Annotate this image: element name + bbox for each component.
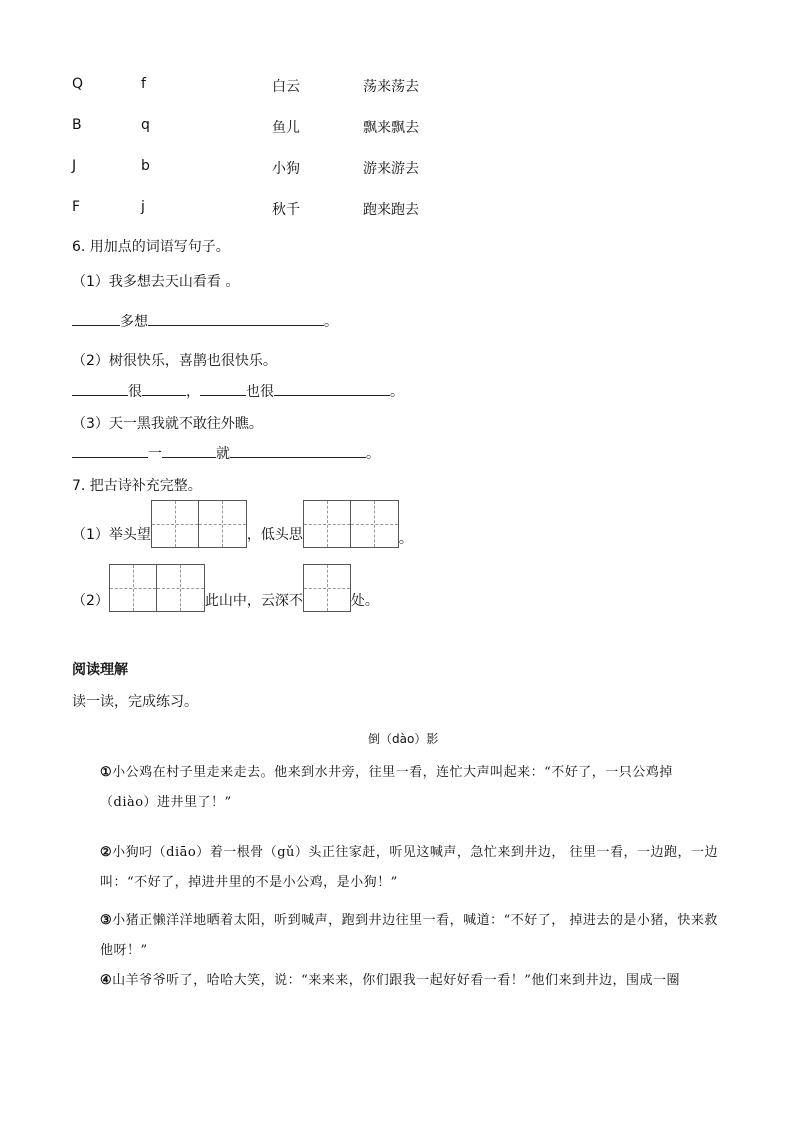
passage-paragraph-2 xyxy=(72,838,722,898)
answer-blank[interactable] xyxy=(72,443,148,458)
q6-answer-2-comma: ， xyxy=(186,384,200,400)
answer-blank[interactable] xyxy=(200,381,246,396)
poem-grid-3[interactable] xyxy=(109,564,205,612)
q6-answer-3-w1: 一 xyxy=(148,446,162,462)
answer-blank[interactable] xyxy=(230,443,366,458)
q7-line-2 xyxy=(72,564,379,612)
q6-title: 6. 用加点的词语写句子。 xyxy=(72,239,230,255)
paragraph-text: 小公鸡在村子里走来走去。他来到水井旁，往里一看，连忙大声叫起来：“不好了，一只公鸡掉（diào）进井里了！” xyxy=(100,765,673,810)
poem-grid-1[interactable] xyxy=(151,500,247,548)
paragraph-number: ② xyxy=(100,845,113,860)
q7-line-1-end: 。 xyxy=(398,531,413,547)
passage-paragraph-3 xyxy=(72,906,722,966)
verb-piaolaipiaoqu: 飘来飘去 xyxy=(363,120,419,136)
poem-grid-4[interactable] xyxy=(303,564,351,612)
answer-blank[interactable] xyxy=(72,381,128,396)
q6-answer-2 xyxy=(72,381,404,401)
letter-lower-f: f xyxy=(141,76,146,92)
q6-prompt-3: （3）天一黑我就不敢往外瞧。 xyxy=(72,416,263,432)
writing-cell[interactable] xyxy=(151,500,199,548)
verb-paolaipaoqu: 跑来跑去 xyxy=(363,202,419,218)
answer-blank[interactable] xyxy=(142,381,186,396)
letter-lower-b: b xyxy=(141,158,150,174)
q7-line-1-a: （1）举头望 xyxy=(72,527,151,543)
q6-answer-2-end: 。 xyxy=(390,384,404,400)
writing-cell[interactable] xyxy=(351,500,399,548)
letter-lower-q: q xyxy=(141,117,150,133)
q6-answer-2-w2: 也很 xyxy=(246,384,274,400)
answer-blank[interactable] xyxy=(148,311,324,326)
answer-blank[interactable] xyxy=(162,443,216,458)
letter-upper-q: Q xyxy=(72,76,84,92)
paragraph-text: 山羊爷爷听了，哈哈大笑，说：“来来来，你们跟我一起好好看一看！”他们来到井边，围成一圈 xyxy=(112,973,680,988)
q7-line-1 xyxy=(72,500,413,548)
answer-blank[interactable] xyxy=(72,311,120,326)
q7-title: 7. 把古诗补充完整。 xyxy=(72,478,202,494)
writing-cell[interactable] xyxy=(303,564,351,612)
q6-answer-2-w1: 很 xyxy=(128,384,142,400)
section-heading: 阅读理解 xyxy=(72,662,128,678)
noun-xiaogou: 小狗 xyxy=(272,161,300,177)
reading-instruction: 读一读，完成练习。 xyxy=(72,694,198,710)
letter-upper-b: B xyxy=(72,117,82,133)
noun-baiyun: 白云 xyxy=(272,79,300,95)
q7-line-1-b: ，低头思 xyxy=(246,527,303,543)
writing-cell[interactable] xyxy=(109,564,157,612)
answer-blank[interactable] xyxy=(274,381,390,396)
q6-answer-1-end: 。 xyxy=(324,314,338,330)
letter-upper-j: J xyxy=(72,158,77,174)
passage-paragraph-4 xyxy=(72,966,722,996)
passage-paragraph-1 xyxy=(72,758,722,818)
noun-qiuqian: 秋千 xyxy=(272,202,300,218)
verb-youlaiyouqu: 游来游去 xyxy=(363,161,419,177)
paragraph-number: ③ xyxy=(100,913,113,928)
poem-grid-2[interactable] xyxy=(303,500,399,548)
q6-answer-3 xyxy=(72,443,380,463)
paragraph-text: 小猪正懒洋洋地晒着太阳，听到喊声，跑到井边往里一看，喊道：“不好了， 掉进去的是小猪，快来救他呀！” xyxy=(100,913,718,958)
writing-cell[interactable] xyxy=(199,500,247,548)
q6-answer-3-end: 。 xyxy=(366,446,380,462)
letter-lower-j: j xyxy=(141,199,145,215)
q6-answer-1-word: 多想 xyxy=(120,314,148,330)
q7-line-2-a: （2） xyxy=(72,593,109,609)
writing-cell[interactable] xyxy=(303,500,351,548)
q7-line-2-b: 此山中，云深不 xyxy=(204,593,303,609)
letter-upper-f: F xyxy=(72,199,81,215)
paragraph-number: ④ xyxy=(100,973,113,988)
writing-cell[interactable] xyxy=(157,564,205,612)
noun-yuer: 鱼儿 xyxy=(272,120,300,136)
q6-answer-1 xyxy=(72,311,338,331)
paragraph-text: 小狗叼（diāo）着一根骨（gǔ）头正往家赶，听见这喊声，急忙来到井边， 往里一看，一边跑，一边叫：“不好了，掉进井里的不是小公鸡，是小狗！” xyxy=(100,845,719,890)
paragraph-number: ① xyxy=(100,765,113,780)
q7-line-2-end: 处。 xyxy=(350,593,379,609)
q6-answer-3-w2: 就 xyxy=(216,446,230,462)
verb-danglaidangqu: 荡来荡去 xyxy=(363,79,419,95)
passage-title: 倒（dào）影 xyxy=(368,732,439,746)
q6-prompt-1: （1）我多想去天山看看 。 xyxy=(72,274,240,290)
q6-prompt-2: （2）树很快乐，喜鹊也很快乐。 xyxy=(72,353,277,369)
